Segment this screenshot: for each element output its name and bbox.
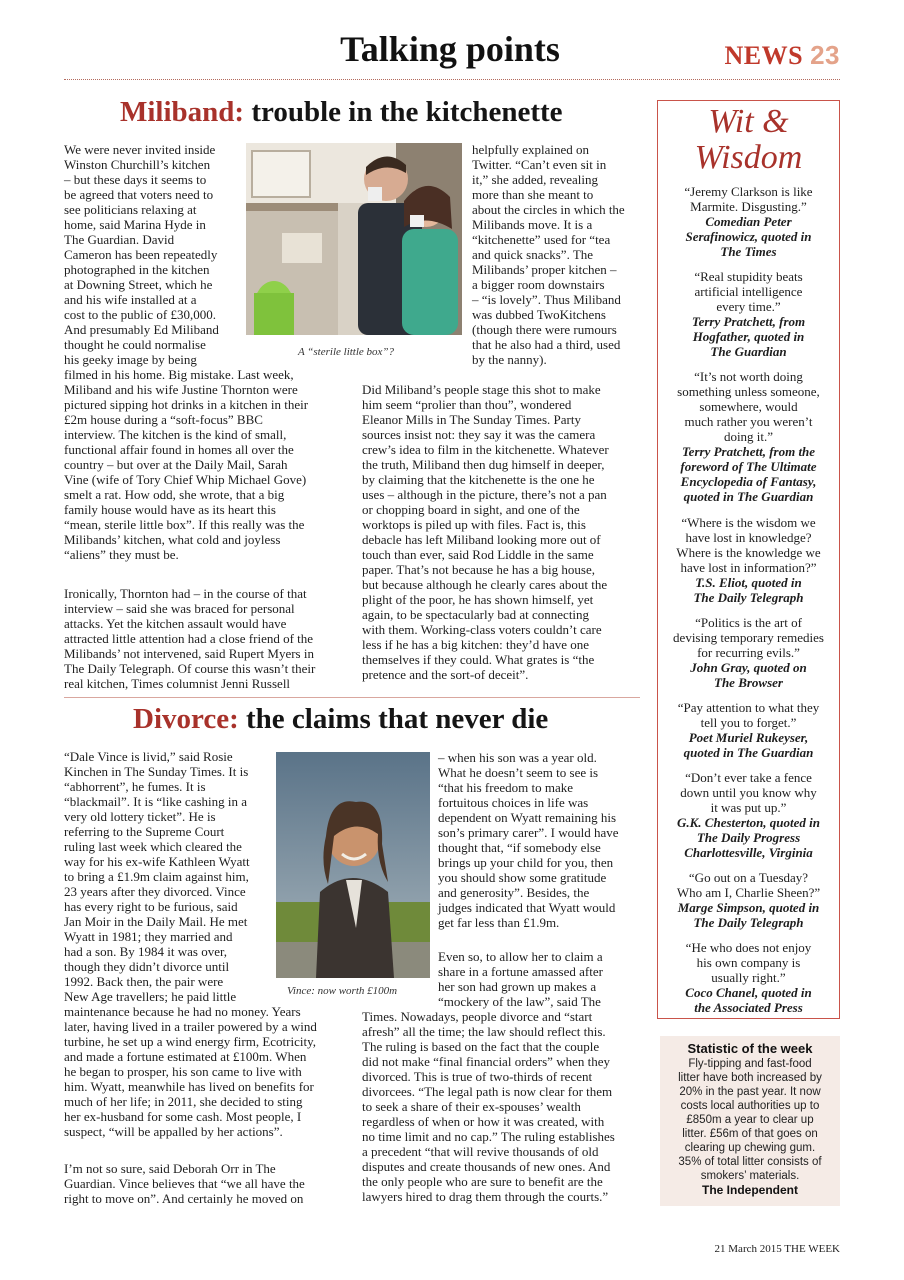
text-line: Even so, to allow her to claim a bbox=[438, 949, 603, 964]
quote-text-line: Where is the knowledge we bbox=[676, 545, 821, 560]
article1-col1-full bbox=[64, 367, 308, 562]
text-line: get far less than £1.9m. bbox=[438, 915, 560, 930]
quote-source-line: The Daily Progress bbox=[696, 830, 801, 845]
text-line: less if he has a big kitchen: they’d have one bbox=[362, 637, 590, 652]
text-line: son’s primary carer”. I would have bbox=[438, 825, 619, 840]
quote-text-line: much rather you weren’t bbox=[684, 414, 813, 429]
wit-title-line2: Wisdom bbox=[694, 139, 803, 176]
quote-source-line: Encyclopedia of Fantasy, bbox=[680, 474, 817, 489]
text-line: thought he could normalise bbox=[64, 337, 206, 352]
text-line: The Guardian. David bbox=[64, 232, 175, 247]
text-line: thought that, “if somebody else bbox=[438, 840, 601, 855]
vince-portrait-photo bbox=[276, 752, 430, 978]
article1-col1-wrap bbox=[64, 142, 219, 367]
text-line: Cameron has been repeatedly bbox=[64, 247, 218, 262]
text-line: “mockery of the law”, said The bbox=[438, 994, 601, 1009]
quote-text-line: have lost in knowledge? bbox=[685, 530, 812, 545]
article1-headline bbox=[120, 96, 563, 129]
text-line: that he also had a third, used bbox=[472, 337, 621, 352]
text-line: divorcees. “The legal path is now clear for them bbox=[362, 1084, 613, 1099]
text-line: divorced. This is true of two-thirds of recent bbox=[362, 1069, 593, 1084]
text-line: attacks. Yet the kitchen assault would have bbox=[64, 616, 287, 631]
text-line: maintenance because he had no money. Years bbox=[64, 1004, 301, 1019]
text-line: him seem “prolier than thou”, wondered bbox=[362, 397, 572, 412]
text-line: or chopping board in sight, and one of the bbox=[362, 502, 580, 517]
text-line: smelt a rat. How odd, she wrote, that a big bbox=[64, 487, 285, 502]
quote-source-line: The Browser bbox=[714, 675, 783, 690]
quote-source-line: John Gray, quoted on bbox=[690, 660, 807, 675]
text-line: I’m not so sure, said Deborah Orr in The bbox=[64, 1161, 276, 1176]
text-line: lawyers hired to drag them through the courts.” bbox=[362, 1189, 609, 1204]
text-line: disputes and create thousands of new ones. And bbox=[362, 1159, 611, 1174]
text-line: Milibands move. It is a bbox=[472, 217, 593, 232]
text-line: about the circles in which the bbox=[472, 202, 625, 217]
text-line: “kitchenette” used for “tea bbox=[472, 232, 611, 247]
header-rule bbox=[64, 79, 840, 80]
statistic-source: The Independent bbox=[702, 1183, 798, 1197]
quote-source-line: Hogfather, quoted in bbox=[692, 329, 805, 344]
text-line: Milibands’ proper kitchen – bbox=[472, 262, 617, 277]
text-line: though they didn’t divorce until bbox=[64, 959, 230, 974]
text-line: Fly-tipping and fast-food bbox=[688, 1058, 812, 1070]
article2-col1-wrap bbox=[64, 749, 250, 1004]
quote-source-line: quoted in The Guardian bbox=[683, 745, 814, 760]
text-line: share in a fortune amassed after bbox=[438, 964, 603, 979]
text-line: We were never invited inside bbox=[64, 142, 216, 157]
text-line: by the nanny). bbox=[472, 352, 547, 367]
text-line: – but these days it seems to bbox=[64, 172, 207, 187]
text-line: judges indicated that Wyatt would bbox=[438, 900, 616, 915]
vince-portrait-illustration bbox=[276, 752, 430, 978]
text-line: – when his son was a year old. bbox=[438, 750, 597, 765]
statistic-body bbox=[660, 1057, 840, 1183]
quote-8 bbox=[657, 870, 840, 930]
text-line: £2m house during a “soft-focus” BBC bbox=[64, 412, 263, 427]
text-line: and quick snacks”. The bbox=[472, 247, 594, 262]
text-line: What he doesn’t seem to see is bbox=[438, 765, 599, 780]
text-line: the only people who are sure to benefit are the bbox=[362, 1174, 603, 1189]
news-label: NEWS bbox=[724, 41, 804, 70]
text-line: very old lottery ticket”. He is bbox=[64, 809, 216, 824]
text-line: brings up your child for you, then bbox=[438, 855, 614, 870]
quote-text-line: “Pay attention to what they bbox=[677, 700, 820, 715]
text-line: smokers’ materials. bbox=[700, 1170, 800, 1182]
text-line: £850m a year to clear up bbox=[686, 1114, 814, 1126]
quote-text-line: “He who does not enjoy bbox=[685, 940, 812, 955]
text-line: Ironically, Thornton had – in the course of that bbox=[64, 586, 307, 601]
quote-source-line: Comedian Peter bbox=[705, 214, 792, 229]
text-line: 20% in the past year. It now bbox=[679, 1086, 821, 1098]
quote-source-line: The Daily Telegraph bbox=[693, 590, 804, 605]
text-line: The Daily Telegraph. Of course this wasn’t their bbox=[64, 661, 316, 676]
text-line: 1992. Back then, the pair were bbox=[64, 974, 224, 989]
text-line: clearing up chewing gum. bbox=[684, 1142, 816, 1154]
text-line: costs local authorities up to bbox=[680, 1100, 820, 1112]
text-line: real kitchen, Times columnist Jenni Russell bbox=[64, 676, 291, 691]
text-line: later, having lived in a trailer powered by a wind bbox=[64, 1019, 317, 1034]
quote-source-line: Terry Pratchett, from the bbox=[681, 444, 816, 459]
quote-7 bbox=[657, 770, 840, 860]
quote-9 bbox=[657, 940, 840, 1015]
quote-source-line: foreword of The Ultimate bbox=[680, 459, 817, 474]
text-line: plight of the poor, he has shown himself, yet bbox=[362, 592, 594, 607]
text-line: much of her life; in 2011, she decided to sting bbox=[64, 1094, 303, 1109]
text-line: he began to prosper, his son came to live with bbox=[64, 1064, 302, 1079]
article1-headline-rest: trouble in the kitchenette bbox=[251, 96, 563, 128]
text-line: filmed in his home. Big mistake. Last week, bbox=[64, 367, 294, 382]
text-line: regardless of when or how it was created, with bbox=[362, 1114, 605, 1129]
page-number: 23 bbox=[810, 40, 840, 70]
article2-col1-p2 bbox=[64, 1161, 305, 1206]
text-line: a precedent “that will revive thousands of old bbox=[362, 1144, 599, 1159]
article1-col1-p2 bbox=[64, 586, 315, 691]
text-line: The ruling is based on the fact that the couple bbox=[362, 1039, 600, 1054]
quote-text-line: every time.” bbox=[716, 299, 781, 314]
quote-source-line: The Guardian bbox=[710, 344, 787, 359]
text-line: pictured sipping hot drinks in a kitchen in their bbox=[64, 397, 309, 412]
quote-source-line: the Associated Press bbox=[694, 1000, 803, 1015]
quote-text-line: “Go out on a Tuesday? bbox=[688, 870, 809, 885]
text-line: Miliband and his wife Justine Thornton were bbox=[64, 382, 298, 397]
text-line: to bring a £1.9m claim against him, bbox=[64, 869, 249, 884]
text-line: turbine, he set up a wind energy firm, Ecotricity, bbox=[64, 1034, 316, 1049]
text-line: country – but over at the Daily Mail, Sarah bbox=[64, 457, 288, 472]
quote-text-line: have lost in information?” bbox=[680, 560, 817, 575]
text-line: and made a fortune estimated at £100m. When bbox=[64, 1049, 307, 1064]
text-line: did not make “final financial orders” when they bbox=[362, 1054, 610, 1069]
text-line: again, to be spectacularly bad at connecting bbox=[362, 607, 590, 622]
text-line: interview – said she was braced for personal bbox=[64, 601, 295, 616]
text-line: (though there were rumours bbox=[472, 322, 617, 337]
text-line: themselves if they could. What grates is “the bbox=[362, 652, 595, 667]
text-line: “blackmail”. It is “like cashing in a bbox=[64, 794, 248, 809]
text-line: him. Wyatt, meanwhile has lived on benefits for bbox=[64, 1079, 314, 1094]
quote-text-line: somewhere, would bbox=[699, 399, 798, 414]
text-line: a bigger room downstairs bbox=[472, 277, 605, 292]
text-line: be agreed that voters need to bbox=[64, 187, 214, 202]
text-line: worktops is piled up with files. Fact is, this bbox=[362, 517, 586, 532]
text-line: the truth, Miliband then dug himself in deeper, bbox=[362, 457, 605, 472]
text-line: his geeky image by being bbox=[64, 352, 197, 367]
text-line: dependent on Wyatt remaining his bbox=[438, 810, 617, 825]
text-line: Kinchen in The Sunday Times. It is bbox=[64, 764, 249, 779]
quote-text-line: his own company is bbox=[696, 955, 801, 970]
text-line: afresh” all the time; the law should reflect this. bbox=[362, 1024, 606, 1039]
text-line: “that his freedom to make bbox=[438, 780, 574, 795]
text-line: right to move on”. And certainly he moved on bbox=[64, 1191, 304, 1206]
text-line: litter have both increased by bbox=[678, 1072, 822, 1084]
quote-text-line: Who am I, Charlie Sheen?” bbox=[676, 885, 821, 900]
article2-headline-keyword: Divorce: bbox=[133, 703, 239, 735]
text-line: home, said Marina Hyde in bbox=[64, 217, 206, 232]
miliband-kitchen-photo bbox=[246, 143, 462, 335]
text-line: was dubbed TwoKitchens bbox=[472, 307, 606, 322]
text-line: has every right to be furious, said bbox=[64, 899, 238, 914]
wit-title-line1: Wit & bbox=[708, 103, 789, 140]
text-line: 35% of total litter consists of bbox=[678, 1156, 822, 1168]
article2-caption: Vince: now worth £100m bbox=[287, 985, 398, 997]
text-line: “abhorrent”, he fumes. It is bbox=[64, 779, 206, 794]
text-line: no time limit and no cap.” The ruling establishes bbox=[362, 1129, 615, 1144]
quote-2 bbox=[657, 269, 840, 359]
text-line: attracted little attention had a close friend of the bbox=[64, 631, 314, 646]
article2-headline bbox=[133, 703, 548, 736]
text-line: “mean, sterile little box”. If this really was the bbox=[64, 517, 305, 532]
text-line: to seek a share of their ex-spouses’ wealth bbox=[362, 1099, 581, 1114]
quote-text-line: “Politics is the art of bbox=[695, 615, 802, 630]
quote-source-line: Coco Chanel, quoted in bbox=[685, 985, 812, 1000]
quote-source-line: The Daily Telegraph bbox=[693, 915, 804, 930]
text-line: Milibands’ not intervened, said Rupert Myers in bbox=[64, 646, 314, 661]
text-line: Winston Churchill’s kitchen bbox=[64, 157, 211, 172]
text-line: at Downing Street, which he bbox=[64, 277, 213, 292]
quote-text-line: “Real stupidity beats bbox=[694, 269, 803, 284]
text-line: had a son. By 1984 it was over, bbox=[64, 944, 228, 959]
quote-source-line: Serafinowicz, quoted in bbox=[685, 229, 812, 244]
text-line: way for his ex-wife Kathleen Wyatt bbox=[64, 854, 250, 869]
quote-text-line: devising temporary remedies bbox=[673, 630, 824, 645]
text-line: litter. £56m of that goes on bbox=[682, 1128, 818, 1140]
article1-caption: A “sterile little box”? bbox=[298, 346, 395, 358]
article1-col2-wrap bbox=[472, 142, 625, 367]
text-line: ruling last week which cleared the bbox=[64, 839, 242, 854]
text-line: touch than ever, said Rod Liddle in the same bbox=[362, 547, 594, 562]
section-title: Talking points bbox=[340, 29, 560, 69]
quote-text-line: “Don’t ever take a fence bbox=[685, 770, 812, 785]
article-divider bbox=[64, 697, 640, 698]
quote-5 bbox=[657, 615, 840, 690]
quote-text-line: “Where is the wisdom we bbox=[681, 515, 816, 530]
quote-1 bbox=[657, 184, 840, 259]
text-line: Twitter. “Can’t even sit in bbox=[472, 157, 607, 172]
text-line: and his wife installed at a bbox=[64, 292, 197, 307]
article2-col2-wrap-a bbox=[438, 750, 619, 930]
text-line: paper. That’s not because he has a big house, bbox=[362, 562, 595, 577]
text-line: family house would have as its heart this bbox=[64, 502, 276, 517]
text-line: – “is lovely”. Thus Miliband bbox=[472, 292, 621, 307]
miliband-kitchen-illustration bbox=[246, 143, 462, 335]
quote-3 bbox=[657, 369, 840, 504]
quote-source-line: Terry Pratchett, from bbox=[691, 314, 806, 329]
quote-text-line: down until you know why bbox=[680, 785, 817, 800]
quote-text-line: usually right.” bbox=[711, 970, 786, 985]
text-line: uses – although in the picture, there’s not a pan bbox=[362, 487, 607, 502]
quote-text-line: “Jeremy Clarkson is like bbox=[684, 184, 813, 199]
text-line: debacle has left Miliband looking more out of bbox=[362, 532, 601, 547]
quote-text-line: artificial intelligence bbox=[694, 284, 803, 299]
quote-text-line: something unless someone, bbox=[677, 384, 820, 399]
text-line: but because although he clearly cares about the bbox=[362, 577, 608, 592]
text-line: by claiming that the kitchenette is the one he bbox=[362, 472, 595, 487]
quote-text-line: tell you to forget.” bbox=[700, 715, 797, 730]
article1-col2-full bbox=[362, 382, 609, 682]
text-line: sources insist not: they say it was the camera bbox=[362, 427, 596, 442]
text-line: see politicians relaxing at bbox=[64, 202, 197, 217]
text-line: Times. Nowadays, people divorce and “start bbox=[362, 1009, 593, 1024]
text-line: her son had grown up makes a bbox=[438, 979, 597, 994]
quote-text-line: it was put up.” bbox=[710, 800, 787, 815]
article2-col2-full bbox=[362, 1009, 615, 1204]
text-line: “Dale Vince is livid,” said Rosie bbox=[64, 749, 233, 764]
article1-headline-keyword: Miliband: bbox=[120, 96, 245, 128]
statistic-title: Statistic of the week bbox=[687, 1041, 813, 1056]
quote-text-line: doing it.” bbox=[723, 429, 774, 444]
article2-headline-rest: the claims that never die bbox=[246, 703, 549, 735]
quote-source-line: Marge Simpson, quoted in bbox=[677, 900, 820, 915]
text-line: Did Miliband’s people stage this shot to make bbox=[362, 382, 601, 397]
quote-text-line: for recurring evils.” bbox=[697, 645, 800, 660]
article2-col2-wrap-b bbox=[438, 949, 603, 1009]
text-line: suspect, “will be appalled by her actions”. bbox=[64, 1124, 283, 1139]
news-page-tag bbox=[725, 40, 841, 71]
text-line: Vine (wife of Tory Chief Whip Michael Gove) bbox=[64, 472, 307, 487]
text-line: pretence and the sort-of deceit”. bbox=[362, 667, 529, 682]
text-line: Milibands’ kitchen, what cold and joyless bbox=[64, 532, 281, 547]
text-line: more than she meant to bbox=[472, 187, 594, 202]
text-line: Guardian. Vince believes that “we all have the bbox=[64, 1176, 305, 1191]
text-line: 23 years after they divorced. Vince bbox=[64, 884, 246, 899]
quote-source-line: G.K. Chesterton, quoted in bbox=[676, 815, 821, 830]
text-line: cost to the public of £30,000. bbox=[64, 307, 217, 322]
quote-source-line: Charlottesville, Virginia bbox=[684, 845, 813, 860]
quote-4 bbox=[657, 515, 840, 605]
quote-text-line: “It’s not worth doing bbox=[694, 369, 803, 384]
text-line: Eleanor Mills in The Sunday Times. Party bbox=[362, 412, 581, 427]
text-line: helpfully explained on bbox=[472, 142, 589, 157]
text-line: interview. The kitchen is the kind of small, bbox=[64, 427, 287, 442]
text-line: her ex-husband for some cash. Most people, I bbox=[64, 1109, 302, 1124]
quote-6 bbox=[657, 700, 840, 760]
page-footer: 21 March 2015 THE WEEK bbox=[714, 1243, 840, 1255]
quote-text-line: Marmite. Disgusting.” bbox=[690, 199, 807, 214]
text-line: functional affair found in homes all over the bbox=[64, 442, 294, 457]
text-line: And presumably Ed Miliband bbox=[64, 322, 219, 337]
text-line: fortuitous choices in life was bbox=[438, 795, 589, 810]
text-line: and generosity”. Besides, the bbox=[438, 885, 590, 900]
text-line: photographed in the kitchen bbox=[64, 262, 210, 277]
text-line: crew’s idea to film in the kitchenette. Whatever bbox=[362, 442, 609, 457]
text-line: Jan Moir in the Daily Mail. He met bbox=[64, 914, 248, 929]
text-line: New Age travellers; he paid little bbox=[64, 989, 237, 1004]
text-line: referring to the Supreme Court bbox=[64, 824, 225, 839]
text-line: with them. Working-class voters couldn’t care bbox=[362, 622, 602, 637]
article2-col1-full bbox=[64, 1004, 317, 1139]
quote-source-line: T.S. Eliot, quoted in bbox=[695, 575, 802, 590]
text-line: it,” she added, revealing bbox=[472, 172, 598, 187]
quote-source-line: Poet Muriel Rukeyser, bbox=[688, 730, 809, 745]
text-line: you should show some gratitude bbox=[438, 870, 607, 885]
quote-source-line: The Times bbox=[720, 244, 777, 259]
wit-wisdom-title bbox=[657, 104, 840, 176]
text-line: “aliens” they must be. bbox=[64, 547, 179, 562]
text-line: Wyatt in 1981; they married and bbox=[64, 929, 233, 944]
quote-source-line: quoted in The Guardian bbox=[683, 489, 814, 504]
